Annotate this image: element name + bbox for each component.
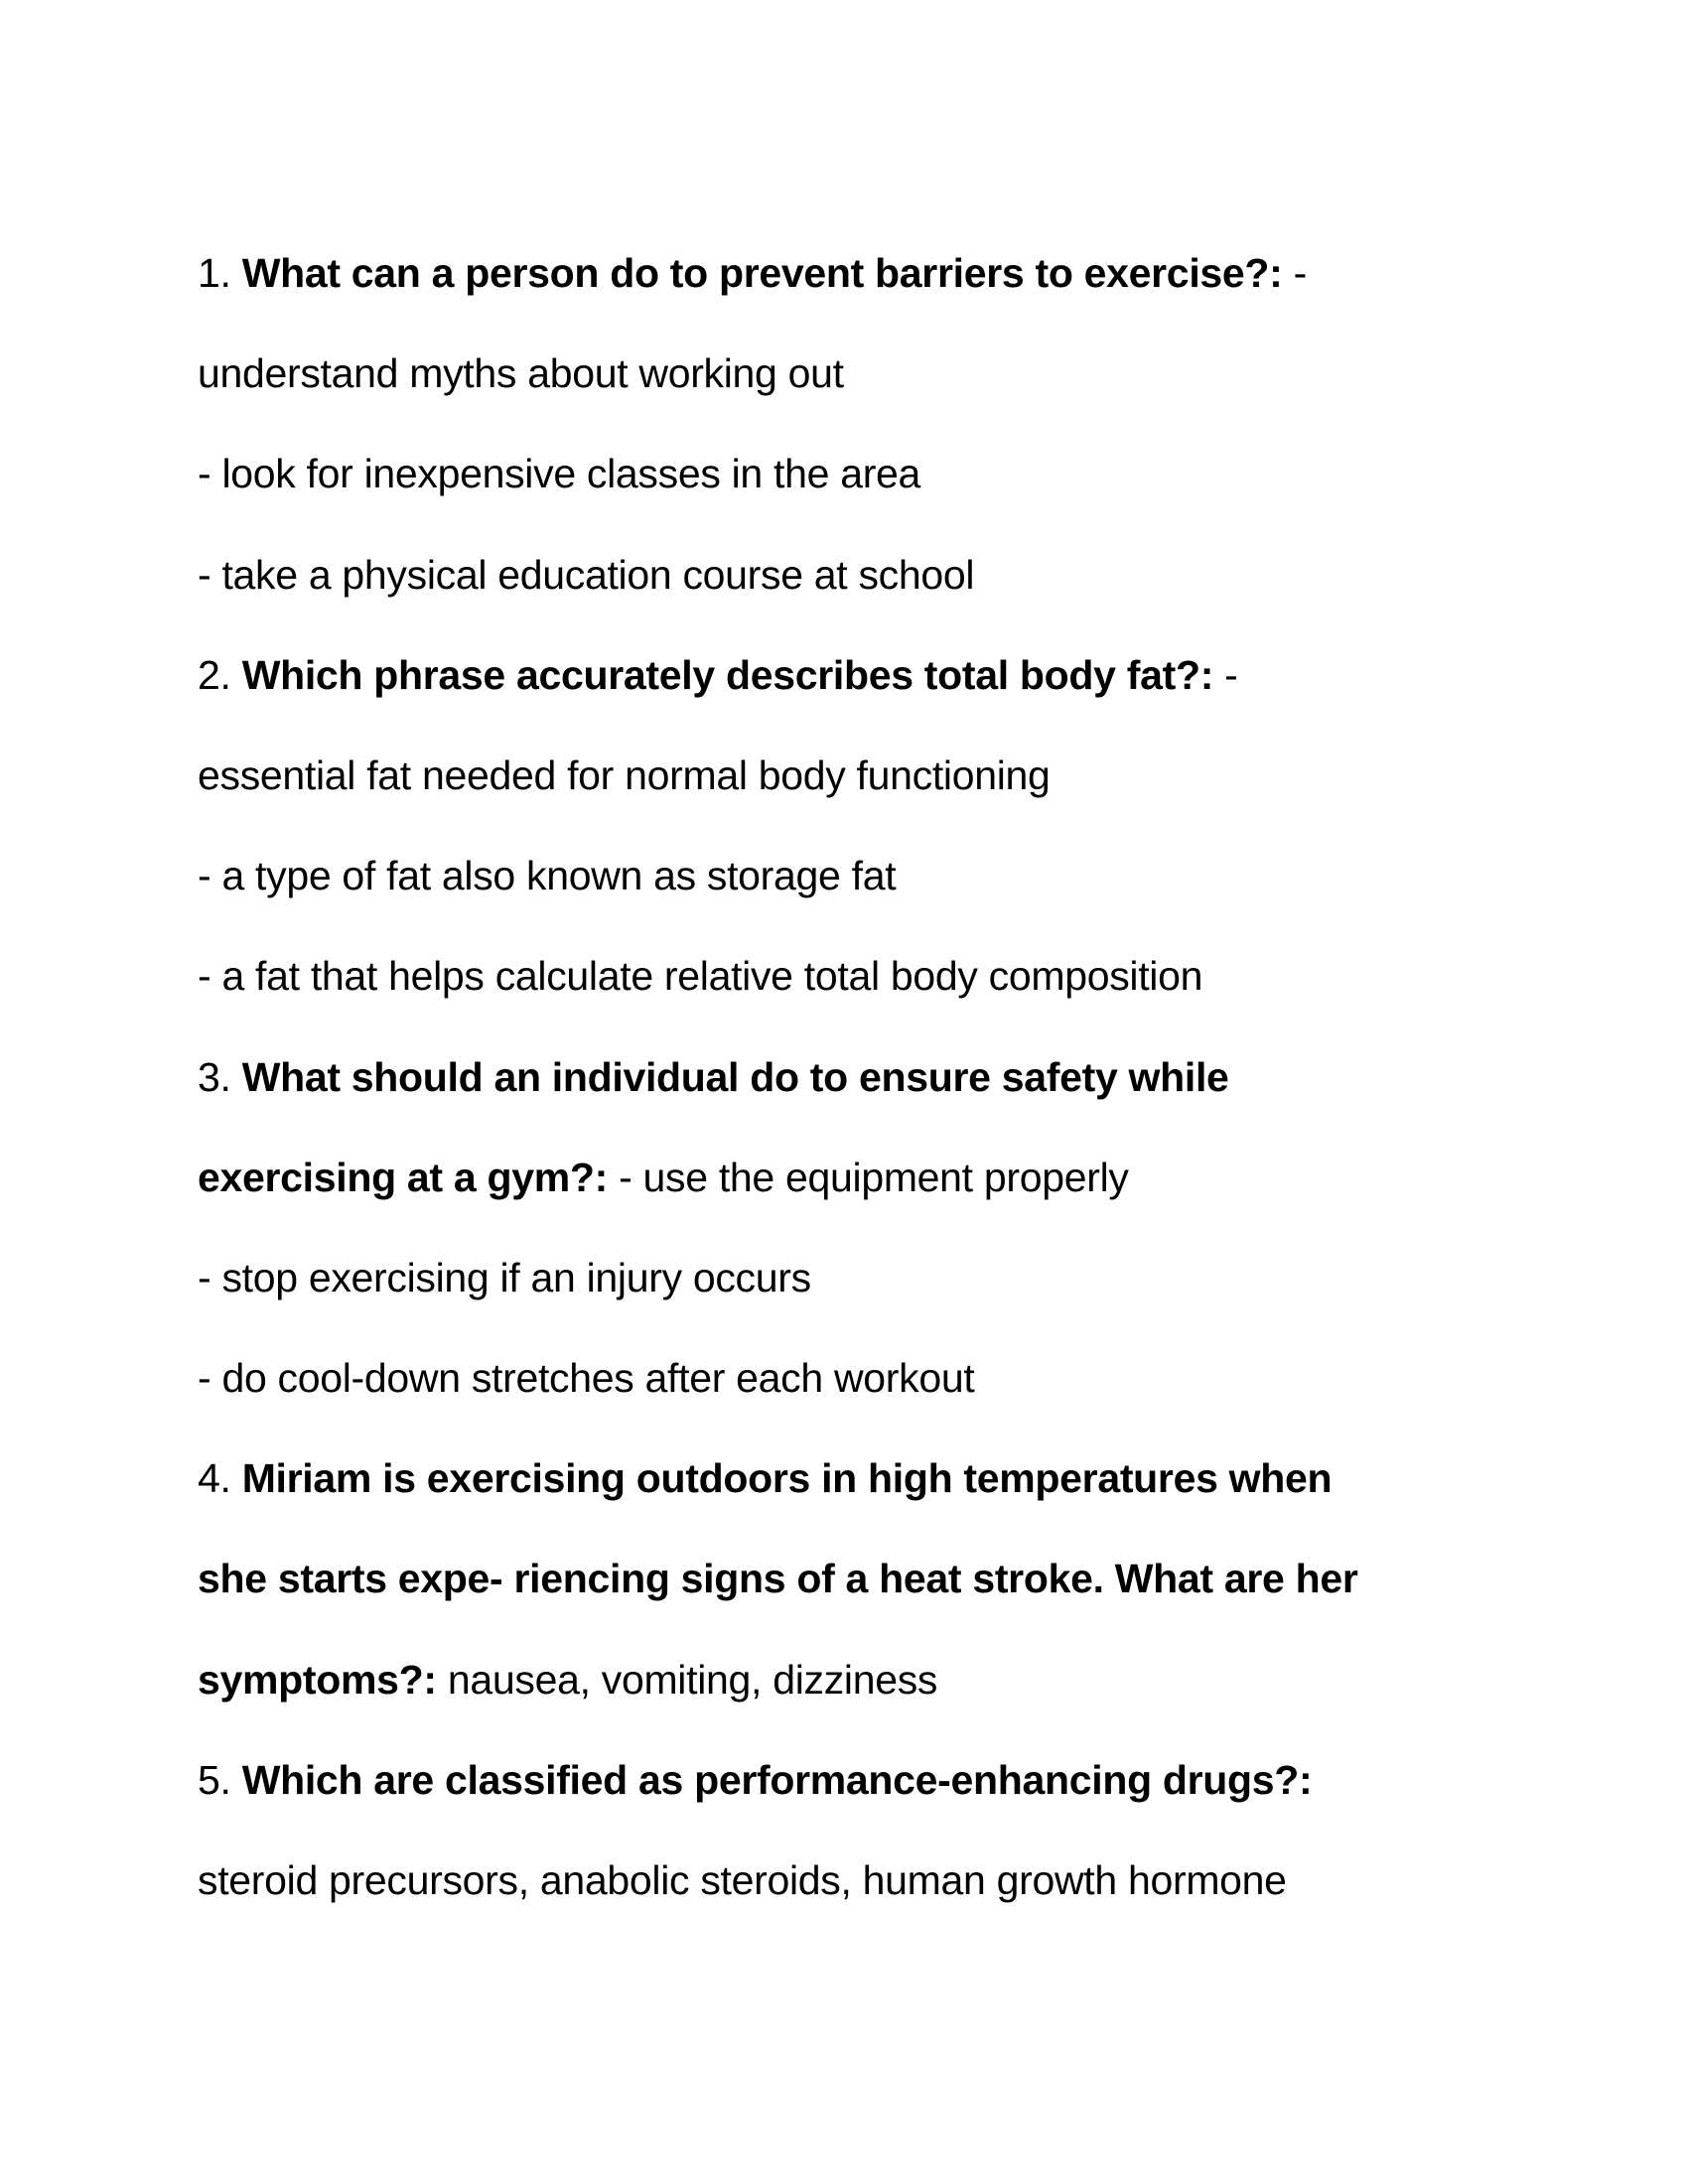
question-text: she starts expe- riencing signs of a heat stroke. What are her: [198, 1556, 1358, 1602]
answer-text: steroid precursors, anabolic steroids, human growth hormone: [198, 1857, 1287, 1903]
answer-text: - a fat that helps calculate relative total body composition: [198, 953, 1203, 1000]
answer-text: - use the equipment properly: [607, 1154, 1129, 1200]
answer-text: - take a physical education course at school: [198, 551, 975, 598]
answer-text: understand myths about working out: [198, 350, 844, 397]
answer-text: - look for inexpensive classes in the area: [198, 451, 921, 497]
answer-line: [198, 926, 1518, 1026]
answer-text: - do cool-down stretches after each workout: [198, 1355, 975, 1402]
answer-line: [198, 826, 1518, 926]
answer-line: [198, 525, 1518, 625]
answer-line: [198, 1328, 1518, 1429]
question-text: Which are classified as performance-enhancing drugs?:: [241, 1756, 1313, 1803]
answer-line: [198, 324, 1518, 424]
document-body: [198, 223, 1518, 1931]
question-line: [198, 223, 1518, 324]
question-text: Miriam is exercising outdoors in high temperatures when: [241, 1455, 1333, 1502]
answer-text: -: [1213, 651, 1238, 698]
question-number: 2.: [198, 651, 231, 698]
question-number: 1.: [198, 250, 231, 296]
answer-text: nausea, vomiting, dizziness: [436, 1656, 938, 1703]
question-text: What can a person do to prevent barriers to exercise?:: [241, 250, 1283, 296]
answer-text: -: [1282, 250, 1307, 296]
question-line: [198, 625, 1518, 726]
answer-text: essential fat needed for normal body functioning: [198, 751, 1051, 798]
question-line: [198, 1730, 1518, 1831]
answer-line: [198, 424, 1518, 524]
answer-text: - a type of fat also known as storage fat: [198, 853, 897, 899]
question-number: 5.: [198, 1756, 231, 1803]
question-text: What should an individual do to ensure safety while: [241, 1053, 1229, 1100]
question-text: exercising at a gym?:: [198, 1154, 608, 1200]
answer-line: [198, 1128, 1518, 1228]
question-text: symptoms?:: [198, 1656, 437, 1703]
question-number: 4.: [198, 1455, 231, 1502]
question-number: 3.: [198, 1053, 231, 1100]
answer-line: [198, 1529, 1518, 1629]
answer-line: [198, 1630, 1518, 1730]
question-line: [198, 1027, 1518, 1128]
question-text: Which phrase accurately describes total body fat?:: [241, 651, 1214, 698]
answer-line: [198, 726, 1518, 826]
answer-text: - stop exercising if an injury occurs: [198, 1254, 811, 1300]
answer-line: [198, 1228, 1518, 1328]
answer-line: [198, 1831, 1518, 1931]
question-line: [198, 1429, 1518, 1529]
